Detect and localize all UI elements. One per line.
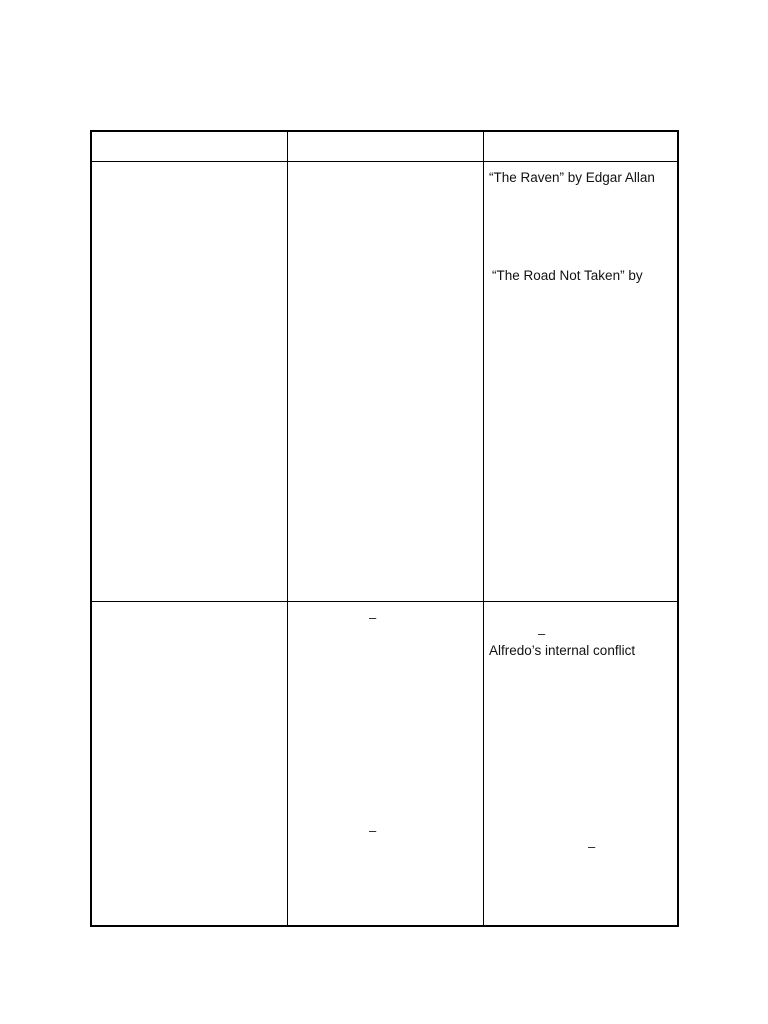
row2-col2-dash-top: –: [369, 610, 377, 625]
document-table: [90, 130, 679, 927]
header-row-divider: [92, 161, 677, 162]
row2-col2-dash-bottom: –: [369, 823, 377, 838]
row2-col3-dash-top: –: [538, 626, 546, 641]
column-divider-1: [287, 132, 288, 925]
row1-col3-line-raven: “The Raven” by Edgar Allan: [489, 170, 655, 185]
row2-col3-dash-bottom: –: [588, 839, 596, 854]
row-divider: [92, 601, 677, 602]
row1-col3-line-road-not-taken: “The Road Not Taken” by: [492, 268, 643, 283]
column-divider-2: [483, 132, 484, 925]
row2-col3-conflict-text: Alfredo’s internal conflict: [489, 643, 636, 658]
